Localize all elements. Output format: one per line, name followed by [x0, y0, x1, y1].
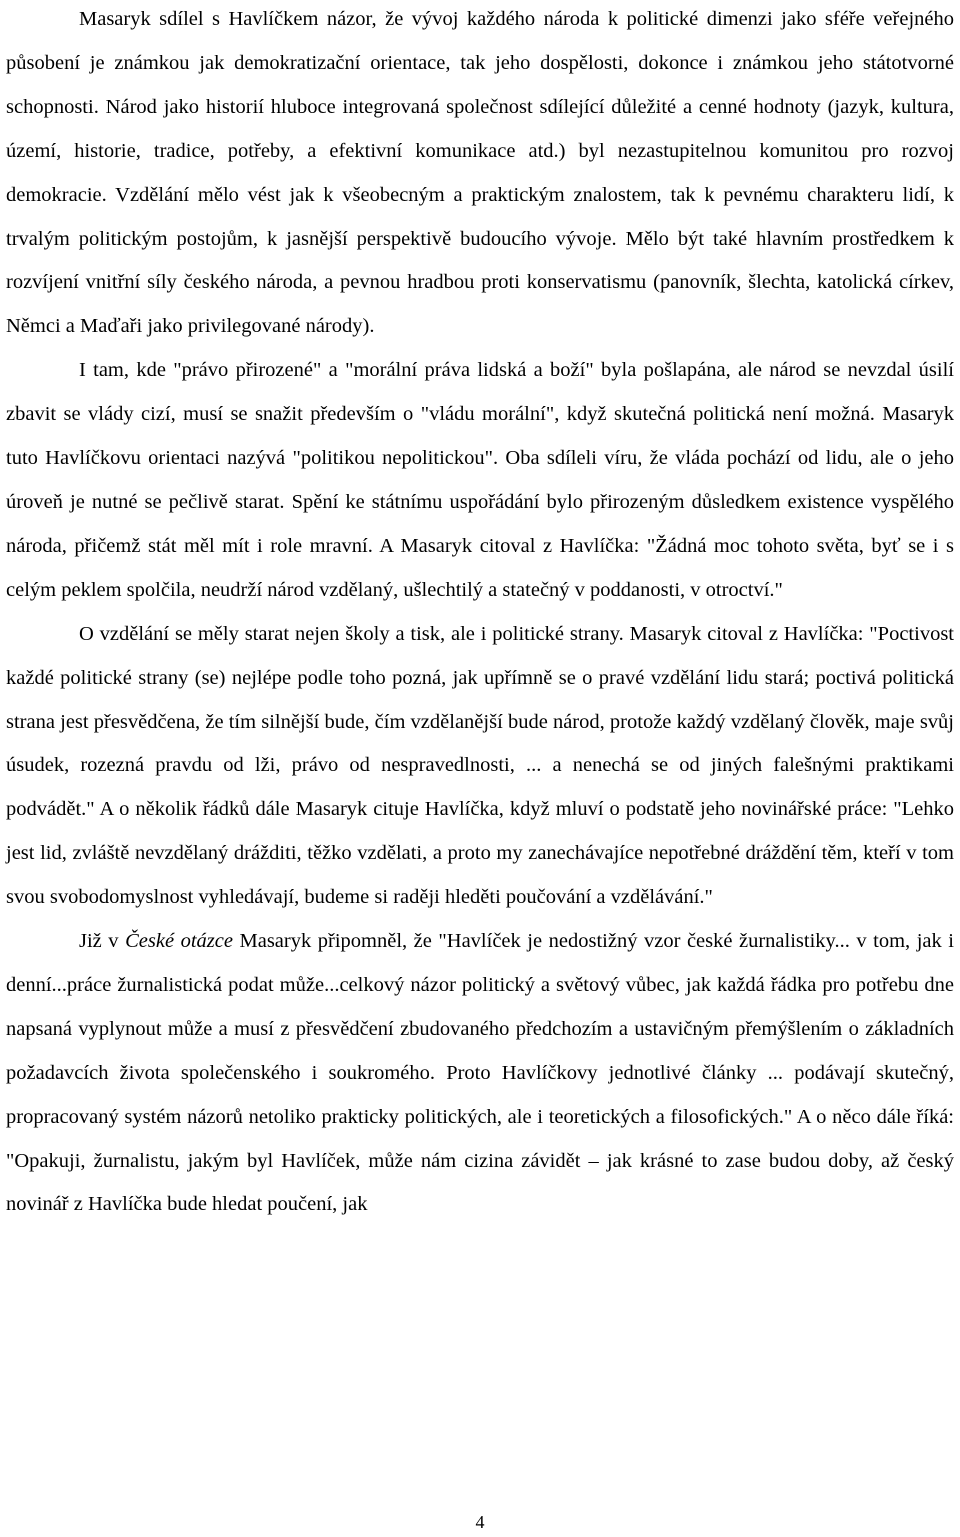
- paragraph-1-text: Masaryk sdílel s Havlíčkem názor, že vývoj každého národa k politické dimenzi jako sféře veřejného působení je známkou jak demokratizační orientace, tak jeho dospělosti, dokonce i známkou jeho státotvorné schopnosti. Národ jako historií hluboce integrovaná společnost sdílející důležité a cenné hodnoty (jazyk, kultura, území, historie, tradice, potřeby, a efektivní komunikace atd.) byl nezastupitelnou komunitou pro rozvoj demokracie. Vzdělání mělo vést jak k všeobecným a praktickým znalostem, tak k pevnému charakteru lidí, k trvalým politickým postojům, k jasnější perspektivě budoucího vývoje. Mělo být také hlavním prostředkem k rozvíjení vnitřní síly českého národa, a pevnou hradbou proti konservatismu (panovník, šlechta, katolická církev, Němci a Maďaři jako privilegované národy).: [6, 8, 954, 338]
- book-title-ceska-otazka: České otázce: [125, 930, 233, 953]
- paragraph-3: [6, 613, 954, 920]
- paragraph-3-text: O vzdělání se měly starat nejen školy a tisk, ale i politické strany. Masaryk citoval z Havlíčka: "Poctivost každé politické strany (se) nejlépe podle toho pozná, jak upřímně se o pravé vzdělání lidu stará; poctivá politická strana jest přesvědčena, že tím silnější bude, čím vzdělanější bude národ, protože každý vzdělaný člověk, maje svůj úsudek, rozezná pravdu od lži, právo od nespravedlnosti, ... a nenechá se od jiných falešnými praktikami podvádět." A o několik řádků dále Masaryk cituje Havlíčka, když mluví o podstatě jeho novinářské práce: "Lehko jest lid, zvláště nevzdělaný drážditi, těžko vzdělati, a proto my zanechávajíce nepotřebné dráždění těm, kteří v tom svou svobodomyslnost vyhledávají, budeme si raději hleděti poučování a vzdělávání.": [6, 622, 954, 909]
- document-body: [6, 0, 954, 1227]
- paragraph-4-text-start: Již v: [79, 930, 126, 953]
- paragraph-2: [6, 349, 954, 612]
- paragraph-1: [6, 0, 954, 349]
- paragraph-2-text: I tam, kde "právo přirozené" a "morální práva lidská a boží" byla pošlapána, ale národ se nevzdal úsilí zbavit se vlády cizí, musí se snažit především o "vládu morální", když skutečná politická není možná. Masaryk tuto Havlíčkovu orientaci nazývá "politikou nepolitickou". Oba sdíleli víru, že vláda pochází od lidu, ale o jeho úroveň je nutné se pečlivě starat. Spění ke státnímu uspořádání bylo přirozeným důsledkem existence vyspělého národa, přičemž stát měl mít i role mravní. A Masaryk citoval z Havlíčka: "Žádná moc tohoto světa, byť se i s celým peklem spolčila, neudrží národ vzdělaný, ušlechtilý a statečný v poddanosti, v otroctví.": [6, 359, 954, 601]
- paragraph-4-text-rest: Masaryk připomněl, že "Havlíček je nedostižný vzor české žurnalistiky... v tom, jak i denní...práce žurnalistická podat může...celkový názor politický a světový vůbec, jak každá řádka pro potřebu dne napsaná vyplynout může a musí z přesvědčení zbudovaného předchozím a ustavičným přemýšlením o základních požadavcích života společenského i soukromého. Proto Havlíčkovy jednotlivé články ... podávají skutečný, propracovaný systém názorů netoliko prakticky politických, ale i teoretických a filosofických." A o něco dále říká: "Opakuji, žurnalistu, jakým byl Havlíček, může nám cizina závidět – jak krásné to zase budou doby, až český novinář z Havlíčka bude hledat poučení, jak: [6, 930, 954, 1216]
- paragraph-4: [6, 920, 954, 1227]
- page-number: 4: [475, 1512, 485, 1532]
